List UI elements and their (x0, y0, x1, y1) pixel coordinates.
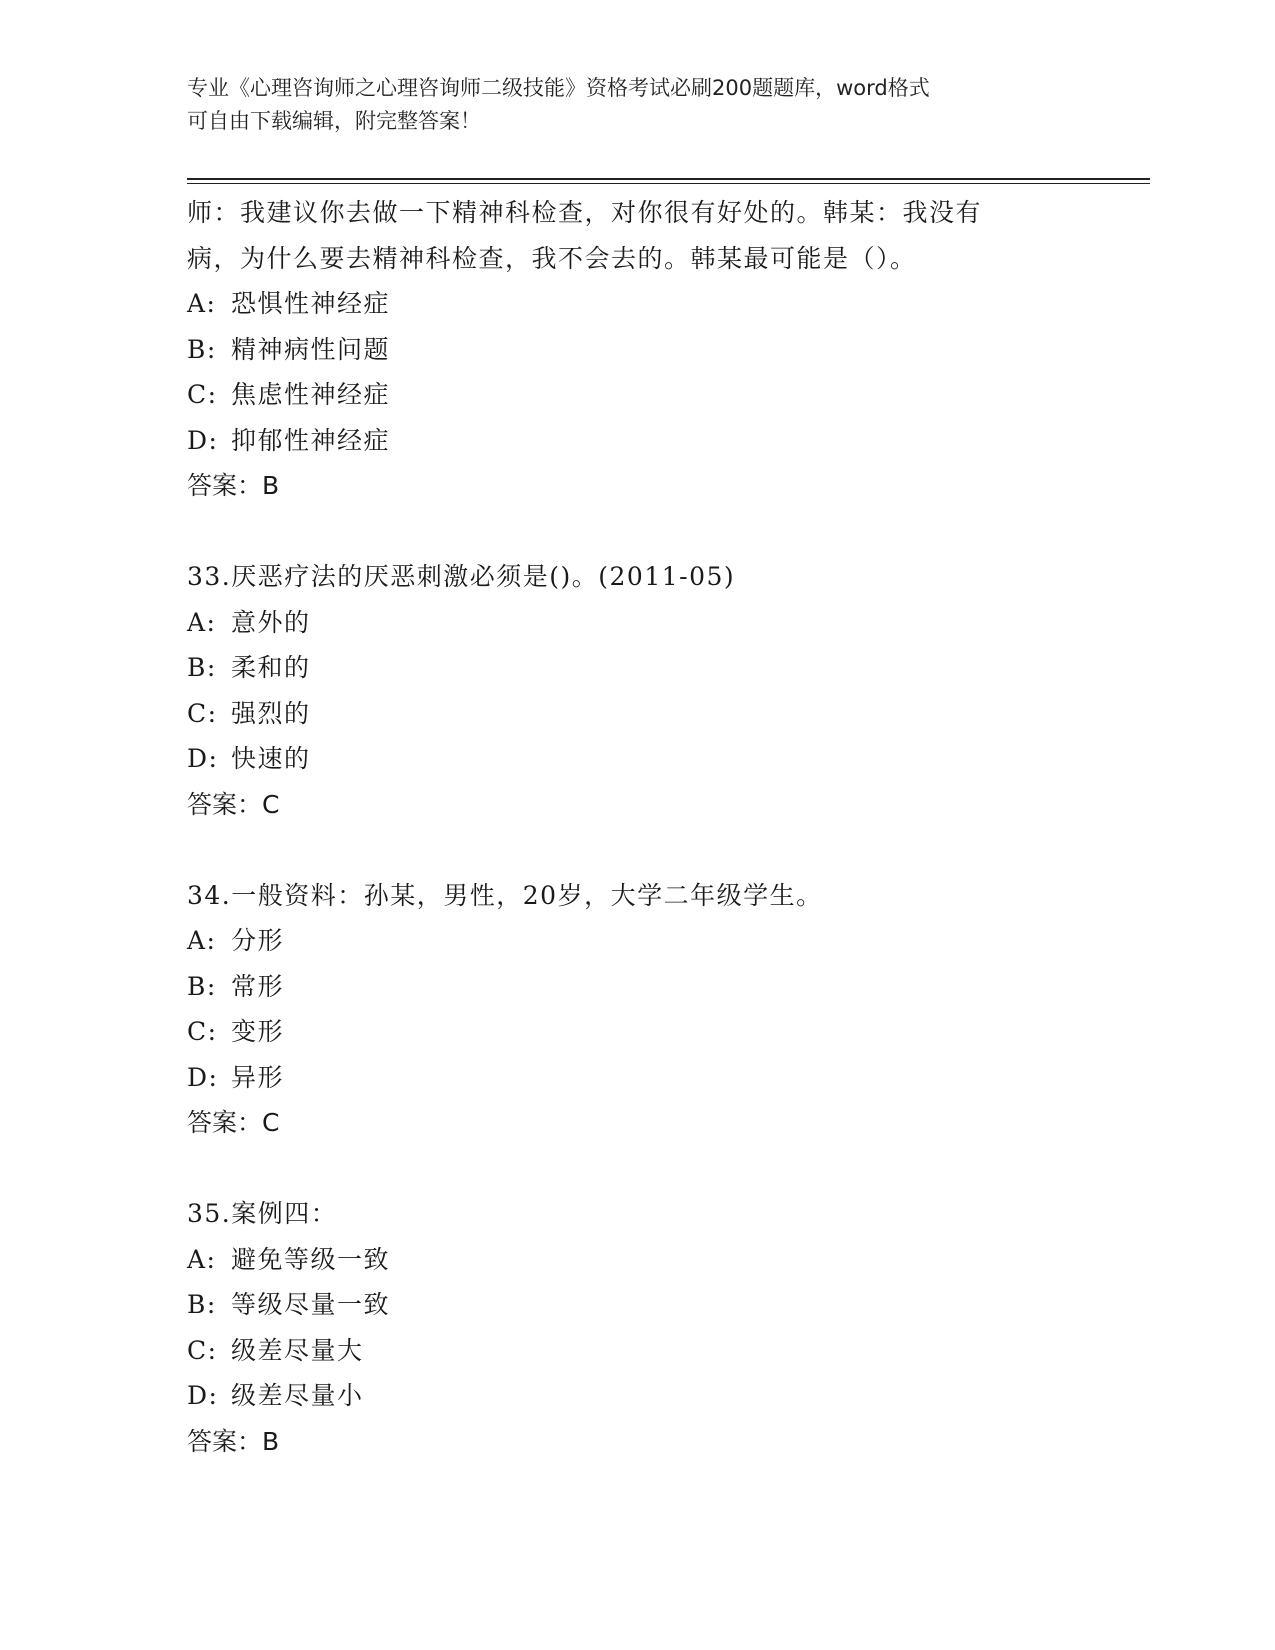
question-stem: 病，为什么要去精神科检查，我不会去的。韩某最可能是（）。 (187, 243, 917, 273)
answer-line: 答案：C (187, 1108, 280, 1137)
question-block (187, 554, 1127, 827)
question-block (187, 873, 1127, 1146)
question-stem: 师：我建议你去做一下精神科检查，对你很有好处的。韩某：我没有 (187, 198, 983, 227)
option-text: 抑郁性神经症 (231, 425, 391, 455)
question-block (187, 1191, 1127, 1464)
option-text: 强烈的 (231, 698, 311, 728)
header-line-1: 专业《心理咨询师之心理咨询师二级技能》资格考试必刷200题题库，word格式 (187, 76, 930, 100)
option-label: B: (187, 971, 217, 1001)
option-label: C: (187, 698, 218, 728)
option-b (187, 1282, 1127, 1328)
option-d (187, 736, 1127, 782)
answer-line: 答案：B (187, 1426, 280, 1456)
option-text: 意外的 (231, 607, 311, 637)
option-label: B: (187, 334, 217, 364)
option-a (187, 1237, 1127, 1283)
answer-line: 答案：C (187, 789, 280, 819)
option-label: D: (187, 425, 219, 455)
option-text: 恐惧性神经症 (231, 289, 391, 318)
option-label: D: (187, 744, 219, 773)
option-label: A: (187, 607, 217, 637)
option-d (187, 1055, 1127, 1101)
option-label: C: (187, 1335, 218, 1365)
option-label: A: (187, 1244, 217, 1274)
option-text: 快速的 (231, 744, 311, 773)
option-c (187, 1009, 1127, 1055)
option-label: B: (187, 653, 217, 682)
answer-line: 答案：B (187, 471, 280, 500)
option-d (187, 418, 1127, 464)
option-label: D: (187, 1062, 219, 1092)
option-label: A: (187, 926, 217, 955)
question-list (187, 190, 1127, 1464)
option-label: D: (187, 1381, 219, 1410)
option-c (187, 372, 1127, 418)
option-text: 等级尽量一致 (231, 1290, 391, 1319)
question-stem: 33.厌恶疗法的厌恶刺激必须是()。(2011-05) (187, 562, 736, 591)
option-c (187, 1328, 1127, 1374)
question-block (187, 190, 1127, 509)
question-stem: 35.案例四： (187, 1199, 338, 1228)
option-text: 分形 (231, 926, 285, 955)
option-text: 变形 (231, 1017, 285, 1046)
option-text: 焦虑性神经症 (231, 380, 391, 409)
option-a (187, 918, 1127, 964)
option-c (187, 691, 1127, 737)
option-text: 异形 (231, 1062, 285, 1092)
document-header (187, 72, 1087, 138)
option-a (187, 281, 1127, 327)
option-label: C: (187, 380, 218, 409)
header-divider-thin (187, 183, 1150, 184)
option-text: 级差尽量大 (231, 1335, 364, 1365)
option-label: A: (187, 289, 217, 318)
header-line-2: 可自由下载编辑，附完整答案！ (187, 109, 481, 133)
option-b (187, 645, 1127, 691)
option-text: 精神病性问题 (231, 334, 391, 364)
option-b (187, 327, 1127, 373)
option-text: 柔和的 (231, 653, 311, 682)
option-text: 避免等级一致 (231, 1244, 391, 1274)
option-text: 级差尽量小 (231, 1381, 364, 1410)
option-b (187, 964, 1127, 1010)
header-divider-thick (187, 178, 1150, 180)
option-label: C: (187, 1017, 218, 1046)
option-text: 常形 (231, 971, 285, 1001)
question-stem: 34.一般资料：孙某，男性，20岁，大学二年级学生。 (187, 880, 823, 910)
option-a (187, 600, 1127, 646)
option-label: B: (187, 1290, 217, 1319)
option-d (187, 1373, 1127, 1419)
